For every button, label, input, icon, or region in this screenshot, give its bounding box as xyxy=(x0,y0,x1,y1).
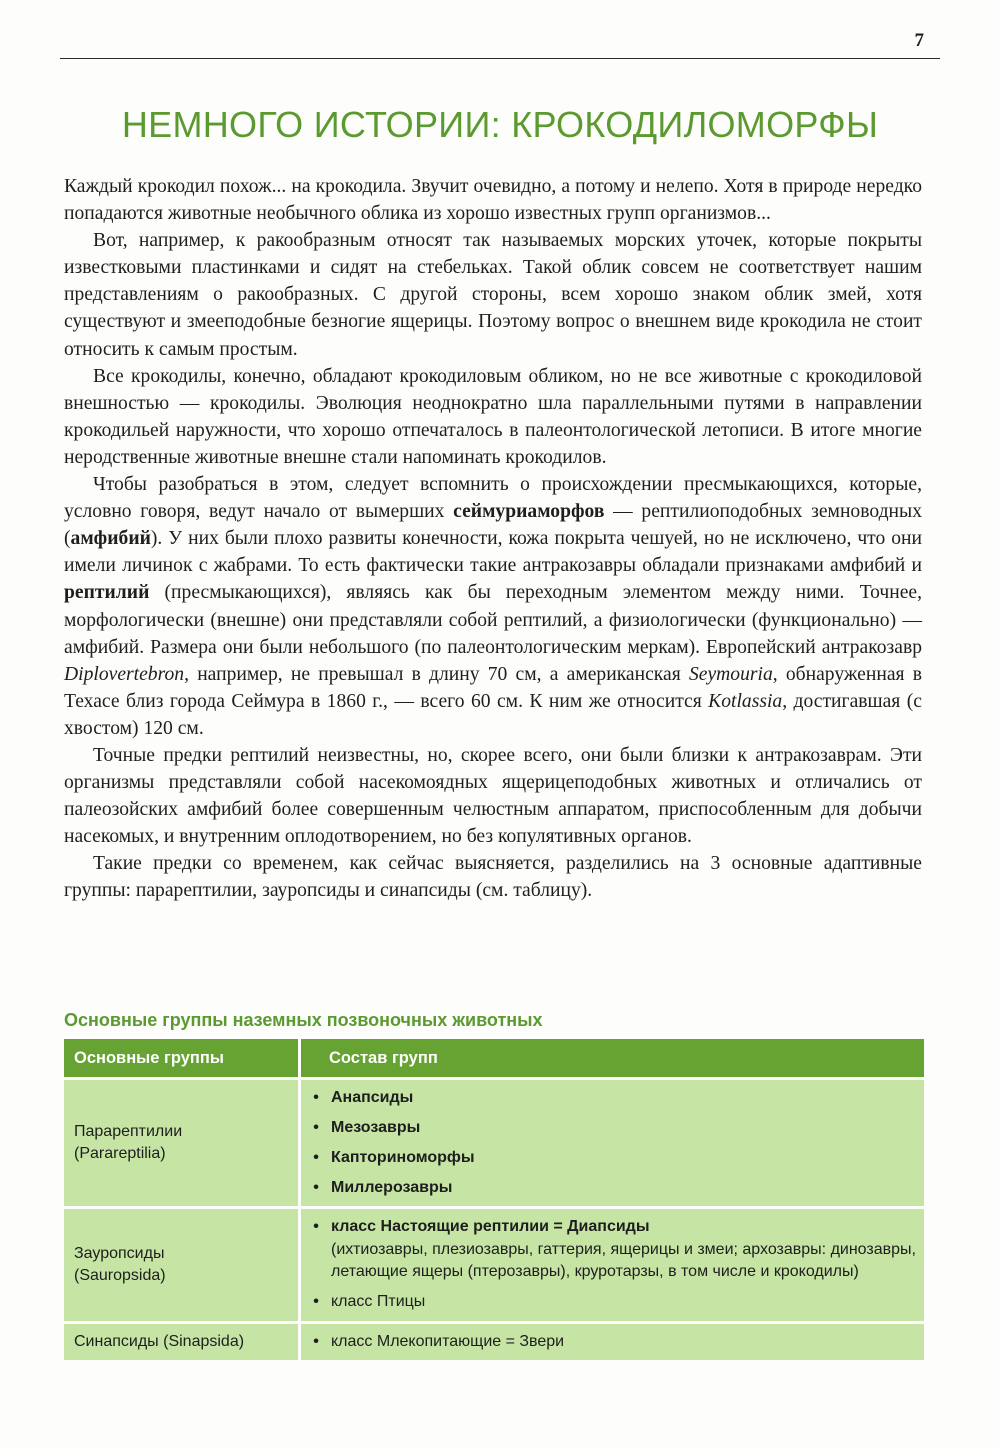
member-name: класс Млекопитающие = Звери xyxy=(331,1332,565,1350)
member-item xyxy=(301,1147,924,1169)
italic-term: Kotlassia xyxy=(708,690,783,712)
group-name-cell xyxy=(64,1079,300,1208)
paragraph xyxy=(64,227,922,362)
text-run: — рептилиоподобных земноводных ( xyxy=(64,501,923,550)
bullet-icon: • xyxy=(313,1293,319,1311)
page-title: НЕМНОГО ИСТОРИИ: КРОКОДИЛОМОРФЫ xyxy=(121,104,879,145)
group-latin-name: (Parareptilia) xyxy=(74,1145,166,1163)
bullet-icon: • xyxy=(313,1089,319,1106)
text-run: Вот, например, к ракообразным относят так называемых морских уточек, которые покрыты известковыми пластинками и сидят на стебельках. Такой облик совсем не соответствует нашим представлениям о ракообразных. С другой стороны, всем хорошо знаком облик змей, хотя существуют и змееподобные безногие ящерицы. Поэтому вопрос о внешнем виде крокодила не стоит относить к самым простым. xyxy=(64,230,922,360)
italic-term: Diplovertebron xyxy=(64,663,185,685)
paragraph xyxy=(64,850,922,904)
paragraph xyxy=(64,363,922,471)
member-text-block xyxy=(331,1331,924,1353)
table-row xyxy=(64,1079,924,1208)
member-item xyxy=(301,1331,924,1353)
text-run: Такие предки со временем, как сейчас выясняется, разделились на 3 основные адаптивные группы: парарептилии, зауропсиды и синапсиды (см. таблицу). xyxy=(64,853,922,902)
group-name-cell xyxy=(64,1208,300,1322)
member-item xyxy=(301,1177,924,1199)
group-name: Парарептилии xyxy=(74,1123,183,1141)
member-name: Анапсиды xyxy=(331,1089,414,1106)
member-name: Миллерозавры xyxy=(331,1179,453,1196)
column-header-groups: Основные группы xyxy=(64,1039,300,1079)
member-note: (ихтиозавры, плезиозавры, гаттерия, ящерицы и змеи; архозавры: динозавры, летающие ящеры (птерозавры), круротарзы, в том числе и крокодилы) xyxy=(331,1240,916,1281)
bullet-icon: • xyxy=(313,1179,319,1196)
member-text-block xyxy=(331,1087,924,1109)
bullet-icon: • xyxy=(313,1218,319,1236)
group-latin-name: (Sauropsida) xyxy=(74,1267,166,1285)
member-item xyxy=(301,1216,924,1283)
header-rule xyxy=(60,58,940,59)
text-run: , например, не превышал в длину 70 см, а американская xyxy=(184,663,689,685)
column-header-members: Состав групп xyxy=(300,1039,925,1079)
text-run: Все крокодилы, конечно, обладают крокодиловым обликом, но не все животные с крокодиловой внешностью — крокодилы. Эволюция неоднократно шла параллельными путями в направлении крокодильей наружности, что хорошо отпечаталось в палеонтологической летописи. В итоге многие неродственные животные внешне стали напоминать крокодилов. xyxy=(64,365,922,468)
paragraph xyxy=(64,173,922,227)
member-item xyxy=(301,1117,924,1139)
member-text-block xyxy=(331,1291,924,1313)
member-item xyxy=(301,1087,924,1109)
text-run: (пресмыкающихся), являясь как бы переходным элементом между ними. Точнее, морфологически (внешне) они представляли собой рептилий, а физиологически (функционально) — амфибий. Размера они были небольшого (по палеонтологическим меркам). Европейский антракозавр xyxy=(64,582,922,658)
table-row xyxy=(64,1322,924,1360)
group-members-cell xyxy=(300,1322,925,1360)
text-run: , обнаруженная в Техасе близ города Сеймура в 1860 г., — всего 60 см. К ним же относится xyxy=(64,663,922,712)
member-name: Мезозавры xyxy=(331,1119,421,1136)
member-item xyxy=(301,1291,924,1313)
text-run: Каждый крокодил похож... на крокодила. Звучит очевидно, а потому и нелепо. Хотя в природе нередко попадаются животные необычного облика из хорошо известных групп организмов... xyxy=(64,176,922,225)
group-members-cell xyxy=(300,1079,925,1208)
italic-term: Seymouria xyxy=(688,663,773,685)
bold-term: амфибий xyxy=(70,528,151,550)
member-text-block xyxy=(331,1177,924,1199)
bullet-icon: • xyxy=(313,1149,319,1166)
table-row xyxy=(64,1208,924,1322)
text-run: Чтобы разобраться в этом, следует вспомнить о происхождении пресмыкающихся, которые, условно говоря, ведут начало от вымерших xyxy=(64,474,922,523)
paragraph xyxy=(64,471,922,742)
bold-term: сеймуриаморфов xyxy=(453,501,605,523)
member-name: класс Птицы xyxy=(331,1293,426,1311)
member-text-block xyxy=(331,1216,924,1283)
group-name: Зауропсиды xyxy=(74,1245,165,1263)
group-members-cell xyxy=(300,1208,925,1322)
table-caption: Основные группы наземных позвоночных животных xyxy=(64,1010,543,1030)
group-name-cell xyxy=(64,1322,300,1360)
page-number: 7 xyxy=(914,30,924,51)
body-text xyxy=(64,173,922,905)
bold-term: рептилий xyxy=(64,582,150,604)
bullet-icon: • xyxy=(313,1119,319,1136)
text-run: ). У них были плохо развиты конечности, кожа покрыта чешуей, но не исключено, что они имели личинок с жабрами. То есть фактически такие антракозавры обладали признаками амфибий и xyxy=(64,528,922,577)
text-run: Точные предки рептилий неизвестны, но, скорее всего, они были близки к антракозаврам. Эти организмы представляли собой насекомоядных ящерицеподобных животных и отличались от палеозойских амфибий более совершенным челюстным аппаратом, приспособленным для добычи насекомых, и внутренним оплодотворением, но без копулятивных органов. xyxy=(64,744,922,848)
member-text-block xyxy=(331,1117,924,1139)
member-name: Капториноморфы xyxy=(331,1149,475,1166)
groups-table xyxy=(64,1039,924,1360)
group-name: Синапсиды (Sinapsida) xyxy=(74,1332,245,1350)
member-name: класс Настоящие рептилии = Диапсиды xyxy=(331,1218,650,1236)
text-run: , достигавшая (с хвостом) 120 см. xyxy=(64,690,922,739)
bullet-icon: • xyxy=(313,1332,319,1350)
paragraph xyxy=(64,742,922,850)
member-text-block xyxy=(331,1147,924,1169)
table-header-row xyxy=(64,1039,924,1079)
